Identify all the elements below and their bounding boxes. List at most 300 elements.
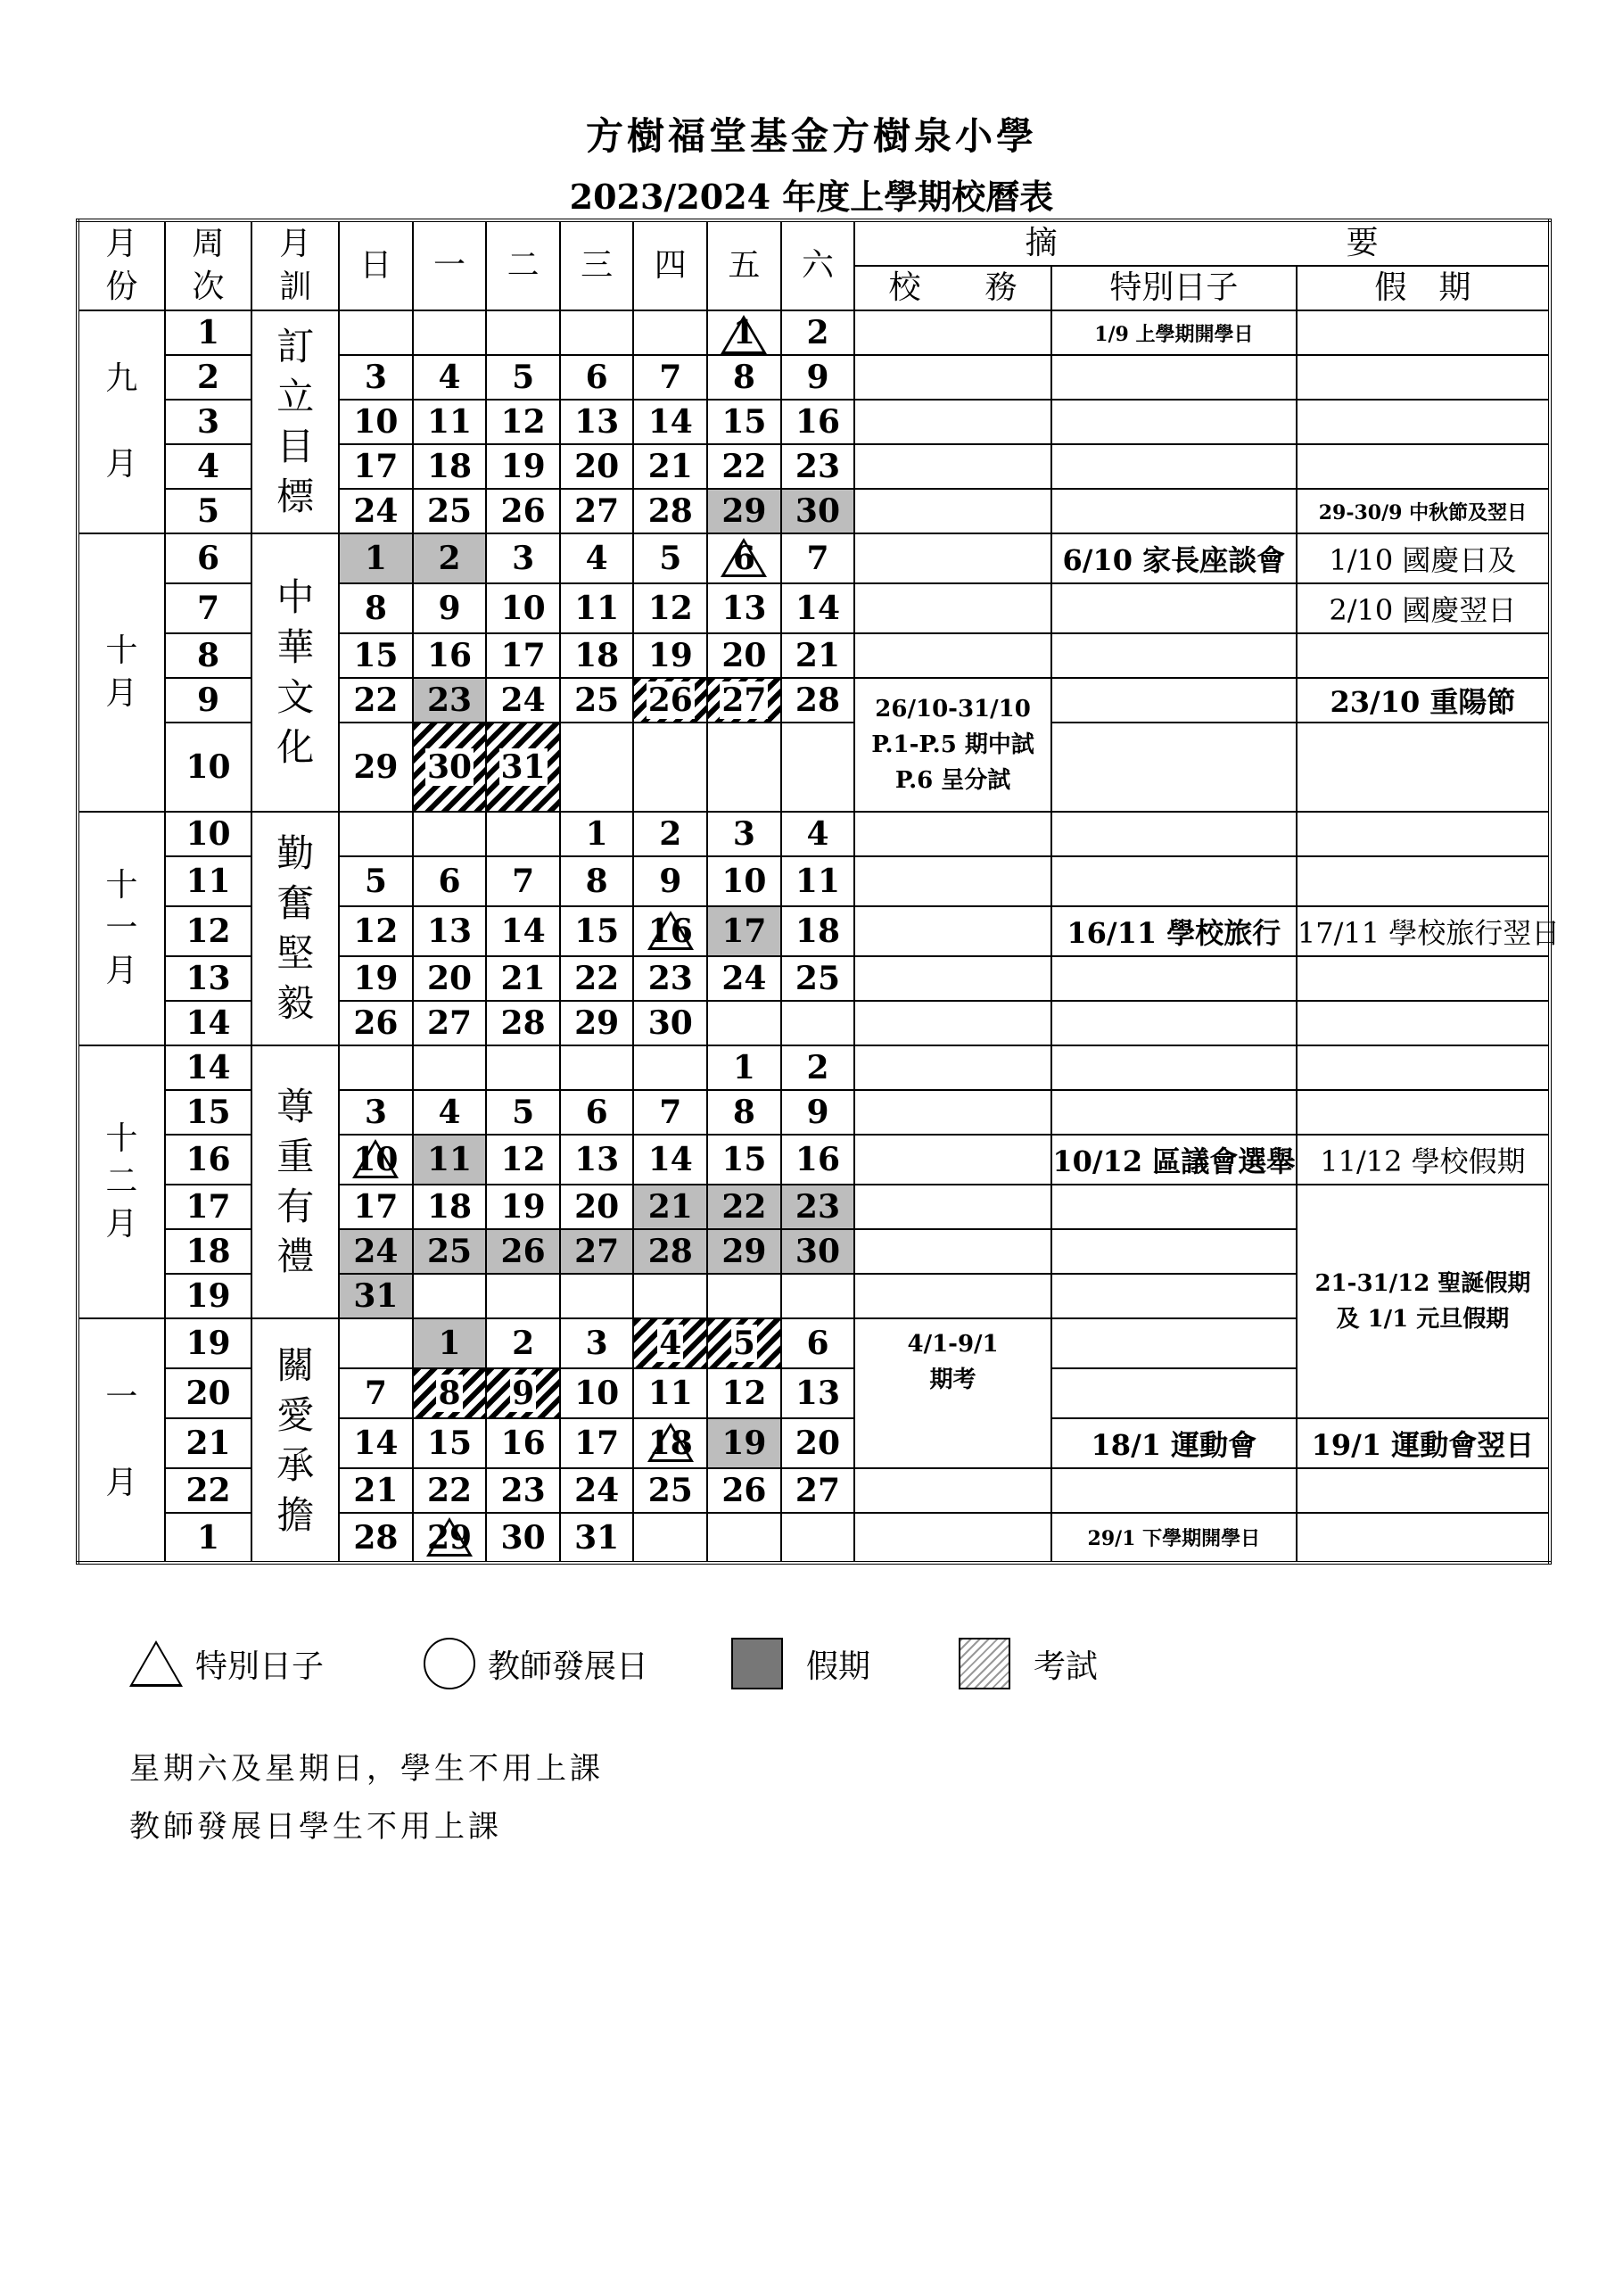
day-number: 29: [574, 1004, 620, 1042]
calendar-day: [413, 723, 487, 812]
day-number: 21: [647, 448, 693, 485]
week-number: 12: [165, 906, 252, 956]
day-number: 8: [438, 1375, 461, 1412]
day-number: 17: [500, 637, 546, 674]
calendar-day: [560, 1368, 634, 1418]
calendar-day: [560, 812, 634, 856]
day-number: 11: [795, 863, 841, 900]
day-number: 3: [364, 359, 387, 396]
day-number: 7: [659, 1094, 682, 1131]
day-number: 28: [647, 492, 693, 530]
calendar-day: [486, 1468, 560, 1513]
day-number: 15: [426, 1425, 473, 1462]
calendar-day: [781, 1001, 855, 1045]
calendar-day: [560, 583, 634, 633]
calendar-day: [339, 812, 413, 856]
day-number: 22: [721, 1188, 767, 1226]
day-number: 25: [426, 1233, 473, 1270]
calendar-day: [781, 1229, 855, 1274]
week-number: 18: [165, 1229, 252, 1274]
day-number: 26: [500, 492, 546, 530]
calendar-day: [633, 956, 707, 1001]
calendar-day: [560, 1001, 634, 1045]
calendar-day: [560, 906, 634, 956]
calendar-day: [633, 723, 707, 812]
day-number: 20: [574, 448, 620, 485]
calendar-day: [339, 533, 413, 583]
calendar-day: [486, 1185, 560, 1229]
day-number: 5: [732, 1325, 755, 1362]
week-number: 1: [165, 310, 252, 355]
holiday-note: [1297, 444, 1550, 489]
calendar-day: [339, 1135, 413, 1185]
calendar-day: [339, 1318, 413, 1368]
day-number: 14: [353, 1425, 399, 1462]
calendar-day: [560, 310, 634, 355]
calendar-day: [707, 489, 781, 533]
holiday-note: [1297, 723, 1550, 812]
calendar-day: [413, 444, 487, 489]
day-number: 29: [721, 492, 767, 530]
legend-special-day: [129, 1632, 324, 1695]
calendar-day: [413, 1135, 487, 1185]
day-number: 10: [353, 403, 399, 441]
calendar-day: [633, 533, 707, 583]
header-day-thu: 四: [633, 220, 707, 310]
week-row: [78, 310, 1550, 355]
school-note-line: 26/10-31/10: [875, 696, 1031, 723]
day-number: 28: [353, 1518, 399, 1557]
calendar-day: [633, 1418, 707, 1468]
school-note: [854, 856, 1051, 906]
month-motto: 訂 立 目 標: [251, 310, 339, 533]
calendar-day: [486, 956, 560, 1001]
school-note: [854, 1468, 1051, 1513]
month-label: 十 一 月: [78, 812, 165, 1045]
day-number: 7: [512, 863, 535, 900]
legend-teacher-day: [424, 1632, 648, 1695]
day-number: 15: [353, 637, 399, 674]
day-number: 28: [795, 681, 841, 719]
day-number: 19: [353, 960, 399, 997]
legend-teacher-label: 教師發展日: [488, 1648, 649, 1685]
calendar-day: [486, 812, 560, 856]
calendar-day: [633, 906, 707, 956]
school-note: [854, 355, 1051, 400]
header-day-sun: 日: [339, 220, 413, 310]
day-number: 12: [721, 1375, 767, 1412]
school-note-line: 期考: [929, 1367, 976, 1393]
calendar-day: [781, 1318, 855, 1368]
calendar-day: [633, 1090, 707, 1135]
day-number: 25: [574, 681, 620, 719]
calendar-day: [633, 1513, 707, 1563]
day-number: 2: [806, 314, 829, 351]
week-number: 5: [165, 489, 252, 533]
calendar-day: [413, 1090, 487, 1135]
special-day-note: 10/12 區議會選舉: [1051, 1135, 1297, 1185]
calendar-day: [486, 400, 560, 444]
day-number: 5: [512, 1094, 535, 1131]
day-number: 6: [732, 540, 755, 577]
calendar-day: [339, 583, 413, 633]
calendar-day: [707, 1418, 781, 1468]
holiday-note: [1297, 812, 1550, 856]
day-number: 3: [585, 1325, 608, 1362]
calendar-day: [707, 400, 781, 444]
day-number: 23: [500, 1472, 546, 1509]
month-motto: 關 愛 承 擔: [251, 1318, 339, 1563]
special-day-note: 1/9 上學期開學日: [1051, 310, 1297, 355]
holiday-note: [1297, 310, 1550, 355]
day-number: 24: [500, 681, 546, 719]
calendar-day: [413, 1513, 487, 1563]
week-number: 2: [165, 355, 252, 400]
header-day-sat: 六: [781, 220, 855, 310]
header-month: 月 份: [78, 220, 165, 310]
day-number: 26: [500, 1233, 546, 1270]
school-note: [854, 444, 1051, 489]
day-number: 21: [647, 1188, 693, 1226]
special-day-note: [1051, 1368, 1297, 1418]
day-number: 13: [574, 403, 620, 441]
day-number: 22: [353, 681, 399, 719]
day-number: 11: [574, 590, 620, 627]
week-number: 16: [165, 1135, 252, 1185]
calendar-day: [486, 1368, 560, 1418]
calendar-day: [486, 1090, 560, 1135]
day-number: 16: [647, 913, 693, 950]
calendar-day: [339, 1274, 413, 1318]
school-note-line: P.1-P.5 期中試: [871, 731, 1034, 758]
calendar-day: [413, 1045, 487, 1090]
week-number: 19: [165, 1318, 252, 1368]
day-number: 11: [647, 1375, 693, 1412]
holiday-note: [1297, 956, 1550, 1001]
day-number: 26: [647, 681, 693, 719]
calendar-day: [486, 678, 560, 723]
day-number: 11: [426, 403, 473, 441]
day-number: 16: [500, 1425, 546, 1462]
holiday-note: [1297, 633, 1550, 678]
day-number: 8: [732, 1094, 755, 1131]
calendar-day: [707, 906, 781, 956]
day-number: 25: [426, 492, 473, 530]
calendar-day: [707, 1135, 781, 1185]
special-day-note: [1051, 812, 1297, 856]
triangle-icon: [129, 1640, 183, 1687]
calendar-day: [560, 856, 634, 906]
calendar-day: [486, 583, 560, 633]
calendar-day: [486, 723, 560, 812]
calendar-day: [339, 1418, 413, 1468]
day-number: 30: [647, 1004, 693, 1042]
calendar-day: [781, 400, 855, 444]
school-note: [854, 533, 1051, 583]
calendar-day: [781, 812, 855, 856]
day-number: 30: [500, 1518, 546, 1557]
day-number: 21: [353, 1472, 399, 1509]
calendar-day: [339, 1045, 413, 1090]
special-day-note: 29/1 下學期開學日: [1051, 1513, 1297, 1563]
calendar-day: [339, 856, 413, 906]
calendar-day: [781, 1513, 855, 1563]
day-number: 12: [353, 913, 399, 950]
week-number: 21: [165, 1418, 252, 1468]
calendar-day: [633, 355, 707, 400]
school-note: [854, 1185, 1051, 1229]
day-number: 4: [806, 815, 829, 853]
day-number: 19: [500, 448, 546, 485]
circle-icon: [424, 1638, 475, 1689]
day-number: 16: [426, 637, 473, 674]
calendar-day: [413, 400, 487, 444]
day-number: 23: [795, 448, 841, 485]
day-number: 4: [659, 1325, 682, 1362]
calendar-day: [486, 1274, 560, 1318]
calendar-day: [560, 489, 634, 533]
day-number: 2: [512, 1325, 535, 1362]
calendar-day: [339, 956, 413, 1001]
school-note: [854, 956, 1051, 1001]
calendar-title: 2023/2024 年度上學期校曆表: [569, 177, 1054, 217]
calendar-day: [707, 678, 781, 723]
holiday-note: [1297, 1045, 1550, 1090]
calendar-day: [339, 1229, 413, 1274]
school-name: 方樹福堂基金方樹泉小學: [585, 114, 1037, 158]
day-number: 20: [574, 1188, 620, 1226]
special-day-note: [1051, 633, 1297, 678]
calendar-day: [413, 1468, 487, 1513]
calendar-day: [339, 1090, 413, 1135]
week-number: 6: [165, 533, 252, 583]
holiday-note: [1297, 355, 1550, 400]
calendar-day: [781, 1045, 855, 1090]
calendar-day: [707, 1318, 781, 1368]
day-number: 12: [647, 590, 693, 627]
calendar-day: [633, 1368, 707, 1418]
holiday-note: [1297, 856, 1550, 906]
calendar-day: [781, 355, 855, 400]
school-note-final-exam: [854, 1318, 1051, 1468]
special-day-note: [1051, 489, 1297, 533]
day-number: 7: [659, 359, 682, 396]
day-number: 13: [426, 913, 473, 950]
calendar-day: [560, 1468, 634, 1513]
day-number: 22: [721, 448, 767, 485]
calendar-day: [781, 444, 855, 489]
day-number: 17: [353, 1188, 399, 1226]
holiday-note: [1297, 1468, 1550, 1513]
day-number: 25: [647, 1472, 693, 1509]
school-note: [854, 1135, 1051, 1185]
hatch-swatch-icon: [959, 1638, 1010, 1689]
calendar-day: [707, 355, 781, 400]
week-number: 4: [165, 444, 252, 489]
special-day-note: [1051, 355, 1297, 400]
day-number: 17: [353, 448, 399, 485]
day-number: 24: [574, 1472, 620, 1509]
day-number: 28: [500, 1004, 546, 1042]
week-number: 10: [165, 723, 252, 812]
calendar-day: [707, 444, 781, 489]
calendar-day: [413, 310, 487, 355]
day-number: 25: [795, 960, 841, 997]
day-number: 3: [732, 815, 755, 853]
calendar-day: [339, 1185, 413, 1229]
day-number: 30: [795, 492, 841, 530]
day-number: 11: [426, 1141, 473, 1178]
header-week: 周 次: [165, 220, 252, 310]
calendar-day: [339, 633, 413, 678]
special-day-note: [1051, 723, 1297, 812]
special-day-note: [1051, 1318, 1297, 1368]
day-number: 3: [512, 540, 535, 577]
week-number: 13: [165, 956, 252, 1001]
calendar-day: [781, 533, 855, 583]
day-number: 27: [574, 492, 620, 530]
month-label: 十 二 月: [78, 1045, 165, 1318]
calendar-day: [486, 1318, 560, 1368]
calendar-day: [339, 678, 413, 723]
special-day-note: [1051, 678, 1297, 723]
header-day-tue: 二: [486, 220, 560, 310]
day-number: 26: [353, 1004, 399, 1042]
week-number: 20: [165, 1368, 252, 1418]
day-number: 17: [721, 913, 767, 950]
day-number: 18: [647, 1425, 693, 1462]
calendar-day: [707, 1185, 781, 1229]
school-note: [854, 1274, 1051, 1318]
holiday-note: 19/1 運動會翌日: [1297, 1418, 1550, 1468]
legend-special-label: 特別日子: [195, 1648, 325, 1685]
holiday-note: [1297, 1090, 1550, 1135]
calendar-day: [560, 1090, 634, 1135]
calendar-day: [560, 533, 634, 583]
calendar-day: [781, 583, 855, 633]
day-number: 4: [438, 359, 461, 396]
school-note: [854, 633, 1051, 678]
special-day-note: [1051, 1274, 1297, 1318]
calendar-day: [707, 1001, 781, 1045]
calendar-day: [486, 906, 560, 956]
week-number: 8: [165, 633, 252, 678]
calendar-day: [486, 1045, 560, 1090]
calendar-day: [707, 1229, 781, 1274]
calendar-day: [560, 1274, 634, 1318]
legend-holiday: [731, 1632, 870, 1695]
calendar-day: [560, 1229, 634, 1274]
day-number: 15: [574, 913, 620, 950]
header-summary: 摘 要: [854, 220, 1550, 266]
day-number: 15: [721, 1141, 767, 1178]
calendar-day: [781, 489, 855, 533]
calendar-day: [781, 1468, 855, 1513]
day-number: 7: [806, 540, 829, 577]
header-day-mon: 一: [413, 220, 487, 310]
day-number: 2: [659, 815, 682, 853]
calendar-day: [781, 678, 855, 723]
special-day-note: [1051, 1185, 1297, 1229]
calendar-day: [486, 1001, 560, 1045]
calendar-day: [781, 1185, 855, 1229]
day-number: 8: [732, 359, 755, 396]
calendar-day: [560, 1318, 634, 1368]
calendar-day: [486, 310, 560, 355]
header-special-days: 特別日子: [1051, 266, 1297, 310]
calendar-day: [486, 1418, 560, 1468]
school-note: [854, 310, 1051, 355]
day-number: 14: [500, 913, 546, 950]
day-number: 29: [721, 1233, 767, 1270]
school-note: [854, 812, 1051, 856]
month-motto: 中 華 文 化: [251, 533, 339, 812]
calendar-day: [339, 1001, 413, 1045]
holiday-note: 11/12 學校假期: [1297, 1135, 1550, 1185]
calendar-day: [413, 678, 487, 723]
day-number: 18: [795, 913, 841, 950]
holiday-note: 17/11 學校旅行翌日: [1297, 906, 1550, 956]
day-number: 27: [426, 1004, 473, 1042]
week-row: [78, 812, 1550, 856]
day-number: 9: [806, 1094, 829, 1131]
day-number: 1: [364, 540, 387, 577]
day-number: 18: [426, 448, 473, 485]
calendar-day: [707, 533, 781, 583]
day-number: 23: [647, 960, 693, 997]
header-motto: 月 訓: [251, 220, 339, 310]
calendar-day: [413, 533, 487, 583]
day-number: 19: [647, 637, 693, 674]
school-note: [854, 1090, 1051, 1135]
calendar-day: [781, 906, 855, 956]
day-number: 9: [659, 863, 682, 900]
calendar-day: [560, 1513, 634, 1563]
calendar-day: [413, 812, 487, 856]
calendar-day: [339, 444, 413, 489]
month-label: 九 月: [78, 310, 165, 533]
school-note: [854, 400, 1051, 444]
calendar-day: [560, 444, 634, 489]
calendar-day: [707, 956, 781, 1001]
calendar-day: [707, 1090, 781, 1135]
day-number: 10: [721, 863, 767, 900]
day-number: 24: [353, 1233, 399, 1270]
calendar-day: [781, 1090, 855, 1135]
calendar-day: [413, 1229, 487, 1274]
header-day-wed: 三: [560, 220, 634, 310]
day-number: 9: [438, 590, 461, 627]
calendar-day: [413, 1001, 487, 1045]
day-number: 8: [364, 590, 387, 627]
day-number: 13: [721, 590, 767, 627]
calendar-day: [413, 583, 487, 633]
school-note-line: 4/1-9/1: [907, 1331, 999, 1358]
calendar-day: [781, 1368, 855, 1418]
day-number: 13: [795, 1375, 841, 1412]
calendar-day: [707, 310, 781, 355]
calendar-day: [781, 856, 855, 906]
calendar-day: [707, 723, 781, 812]
calendar-day: [781, 310, 855, 355]
day-number: 7: [364, 1375, 387, 1412]
day-number: 2: [806, 1049, 829, 1086]
day-number: 16: [795, 403, 841, 441]
month-label: 一 月: [78, 1318, 165, 1563]
school-note: [854, 1045, 1051, 1090]
day-number: 10: [574, 1375, 620, 1412]
calendar-day: [413, 956, 487, 1001]
